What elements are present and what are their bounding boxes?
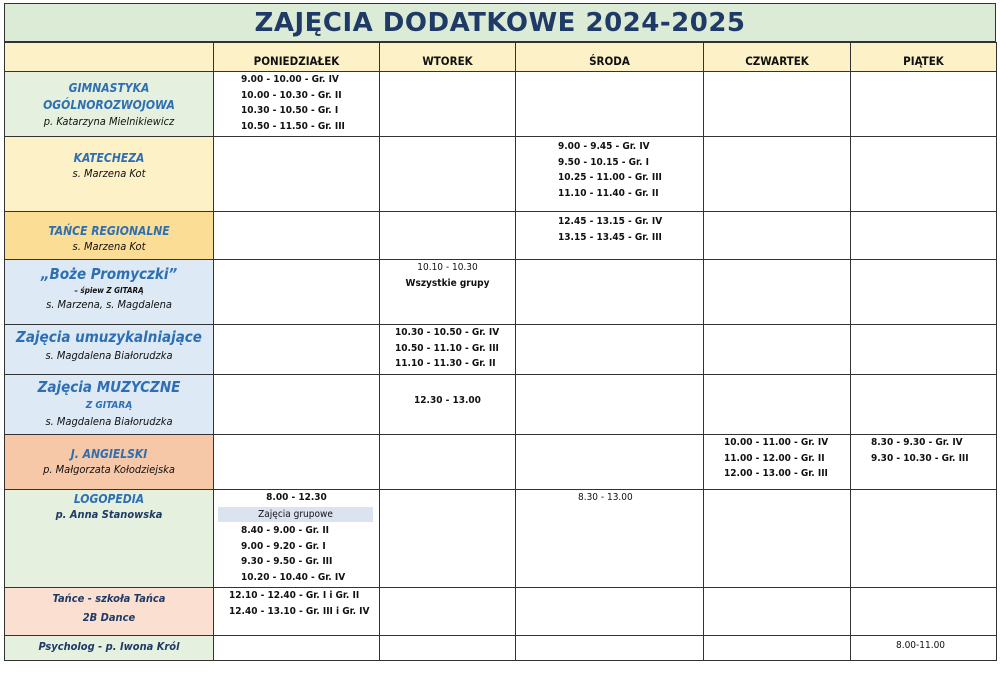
time-slot: 12.00 - 13.00 - Gr. III bbox=[724, 468, 828, 479]
activity-subtitle: – śpiew Z GITARĄ bbox=[74, 286, 144, 295]
table-row bbox=[5, 435, 997, 490]
slot-fri bbox=[851, 636, 997, 661]
activity-cell bbox=[5, 212, 214, 260]
activity-title: Tańce - szkoła Tańca bbox=[52, 592, 166, 605]
table-row bbox=[5, 375, 997, 435]
time-slot: 10.10 - 10.30 bbox=[417, 262, 478, 273]
time-slot: 8.40 - 9.00 - Gr. II bbox=[241, 525, 330, 536]
activity-teacher: p. Małgorzata Kołodziejska bbox=[43, 463, 175, 476]
table-row bbox=[5, 137, 997, 212]
time-slot: 12.40 - 13.10 - Gr. III i Gr. IV bbox=[229, 605, 370, 617]
time-slot-note: Wszystkie grupy bbox=[405, 277, 490, 289]
activity-title: J. ANGIELSKI bbox=[70, 447, 148, 461]
activity-teacher: s. Marzena Kot bbox=[72, 240, 146, 253]
slot-mon bbox=[214, 212, 380, 260]
slot-fri bbox=[851, 435, 997, 490]
activity-title: Psycholog - p. Iwona Król bbox=[38, 640, 180, 653]
slot-thu bbox=[704, 588, 851, 636]
activity-cell bbox=[5, 375, 214, 435]
slot-fri bbox=[851, 260, 997, 325]
corner-cell bbox=[5, 43, 214, 72]
time-slot: 10.00 - 11.00 - Gr. IV bbox=[724, 437, 829, 448]
slot-wed bbox=[516, 588, 704, 636]
activity-cell bbox=[5, 435, 214, 490]
time-slot: 9.30 - 10.30 - Gr. III bbox=[871, 452, 969, 464]
slot-tue bbox=[380, 375, 516, 435]
time-slot: 10.50 - 11.10 - Gr. III bbox=[395, 342, 499, 354]
slot-tue bbox=[380, 490, 516, 588]
time-slot: 12.30 - 13.00 bbox=[414, 395, 481, 406]
schedule-sheet bbox=[4, 3, 996, 661]
slot-fri bbox=[851, 490, 997, 588]
time-slot: 8.00-11.00 bbox=[896, 640, 946, 651]
activity-cell bbox=[5, 137, 214, 212]
slot-thu bbox=[704, 212, 851, 260]
slot-tue bbox=[380, 435, 516, 490]
time-slot: 12.45 - 13.15 - Gr. IV bbox=[558, 216, 663, 227]
time-slot: 10.30 - 10.50 - Gr. IV bbox=[395, 327, 500, 338]
activity-teacher: s. Marzena, s. Magdalena bbox=[46, 298, 172, 311]
slot-thu bbox=[704, 375, 851, 435]
activity-cell bbox=[5, 325, 214, 375]
slot-wed bbox=[516, 137, 704, 212]
page-title: ZAJĘCIA DODATKOWE 2024-2025 bbox=[4, 3, 996, 42]
time-slot: 10.20 - 10.40 - Gr. IV bbox=[241, 571, 346, 583]
time-slot: 9.00 - 10.00 - Gr. IV bbox=[241, 74, 339, 85]
activity-title: Zajęcia umuzykalniające bbox=[16, 328, 202, 346]
activity-title: „Boże Promyczki” bbox=[40, 265, 178, 283]
slot-thu bbox=[704, 435, 851, 490]
slot-thu bbox=[704, 636, 851, 661]
slot-wed bbox=[516, 72, 704, 137]
day-header-wed: ŚRODA bbox=[516, 43, 704, 72]
time-slot: 9.00 - 9.20 - Gr. I bbox=[241, 540, 326, 552]
slot-tue bbox=[380, 260, 516, 325]
activity-title: Zajęcia MUZYCZNE bbox=[37, 378, 181, 396]
activity-title: KATECHEZA bbox=[73, 151, 145, 165]
slot-wed bbox=[516, 325, 704, 375]
slot-wed bbox=[516, 490, 704, 588]
time-slot: 11.10 - 11.30 - Gr. II bbox=[395, 358, 496, 369]
table-row bbox=[5, 260, 997, 325]
day-header-fri: PIĄTEK bbox=[851, 43, 997, 72]
slot-wed bbox=[516, 260, 704, 325]
day-header-tue: WTOREK bbox=[380, 43, 516, 72]
time-slot: 9.50 - 10.15 - Gr. I bbox=[558, 156, 649, 168]
slot-thu bbox=[704, 490, 851, 588]
table-row bbox=[5, 636, 997, 661]
slot-tue bbox=[380, 636, 516, 661]
slot-fri bbox=[851, 72, 997, 137]
table-row bbox=[5, 588, 997, 636]
slot-fri bbox=[851, 375, 997, 435]
slot-tue bbox=[380, 137, 516, 212]
table-row bbox=[5, 72, 997, 137]
time-slot: 12.10 - 12.40 - Gr. I i Gr. II bbox=[229, 590, 360, 601]
time-slot: 10.30 - 10.50 - Gr. I bbox=[241, 105, 339, 116]
slot-mon bbox=[214, 72, 380, 137]
slot-mon bbox=[214, 490, 380, 588]
header-row bbox=[5, 43, 997, 72]
day-header-mon: PONIEDZIAŁEK bbox=[214, 43, 380, 72]
slot-thu bbox=[704, 137, 851, 212]
activity-teacher: p. Katarzyna Mielnikiewicz bbox=[43, 115, 175, 128]
slot-wed bbox=[516, 435, 704, 490]
slot-tue bbox=[380, 325, 516, 375]
slot-fri bbox=[851, 212, 997, 260]
slot-tue bbox=[380, 72, 516, 137]
activity-title: GIMNASTYKA OGÓLNOROZWOJOWA bbox=[43, 81, 175, 112]
time-slot: 8.30 - 13.00 bbox=[578, 492, 633, 503]
activity-teacher: s. Marzena Kot bbox=[72, 167, 146, 180]
day-header-thu: CZWARTEK bbox=[704, 43, 851, 72]
time-slot: 10.25 - 11.00 - Gr. III bbox=[558, 172, 662, 183]
activity-cell bbox=[5, 260, 214, 325]
slot-mon bbox=[214, 325, 380, 375]
slot-wed bbox=[516, 375, 704, 435]
table-row bbox=[5, 212, 997, 260]
activity-teacher: s. Magdalena Białorudzka bbox=[45, 349, 173, 362]
slot-wed bbox=[516, 636, 704, 661]
activity-cell bbox=[5, 636, 214, 661]
time-slot: 10.50 - 11.50 - Gr. III bbox=[241, 120, 345, 132]
slot-mon bbox=[214, 137, 380, 212]
activity-cell bbox=[5, 588, 214, 636]
time-slot: 11.00 - 12.00 - Gr. II bbox=[724, 452, 825, 464]
slot-fri bbox=[851, 588, 997, 636]
slot-thu bbox=[704, 260, 851, 325]
time-slot: 11.10 - 11.40 - Gr. II bbox=[558, 187, 659, 199]
table-row bbox=[5, 325, 997, 375]
slot-wed bbox=[516, 212, 704, 260]
slot-mon bbox=[214, 636, 380, 661]
slot-mon bbox=[214, 260, 380, 325]
time-slot: 9.30 - 9.50 - Gr. III bbox=[241, 556, 333, 567]
slot-thu bbox=[704, 72, 851, 137]
activity-teacher: p. Anna Stanowska bbox=[55, 508, 163, 521]
slot-tue bbox=[380, 212, 516, 260]
table-row bbox=[5, 490, 997, 588]
slot-mon bbox=[214, 588, 380, 636]
slot-thu bbox=[704, 325, 851, 375]
activity-teacher: 2B Dance bbox=[82, 611, 136, 624]
activity-subtitle: Z GITARĄ bbox=[85, 400, 133, 411]
slot-fri bbox=[851, 137, 997, 212]
slot-mon bbox=[214, 435, 380, 490]
slot-mon bbox=[214, 375, 380, 435]
time-slot: 13.15 - 13.45 - Gr. III bbox=[558, 231, 662, 243]
group-note: Zajęcia grupowe bbox=[218, 507, 373, 523]
slot-fri bbox=[851, 325, 997, 375]
time-slot: 9.00 - 9.45 - Gr. IV bbox=[558, 141, 650, 152]
schedule-table bbox=[4, 42, 997, 661]
activity-cell bbox=[5, 490, 214, 588]
activity-title: LOGOPEDIA bbox=[73, 492, 145, 506]
slot-tue bbox=[380, 588, 516, 636]
time-slot: 10.00 - 10.30 - Gr. II bbox=[241, 89, 342, 101]
activity-title: TAŃCE REGIONALNE bbox=[48, 224, 170, 238]
time-range: 8.00 - 12.30 bbox=[266, 492, 327, 503]
activity-cell bbox=[5, 72, 214, 137]
activity-teacher: s. Magdalena Białorudzka bbox=[45, 415, 173, 428]
time-slot: 8.30 - 9.30 - Gr. IV bbox=[871, 437, 963, 448]
